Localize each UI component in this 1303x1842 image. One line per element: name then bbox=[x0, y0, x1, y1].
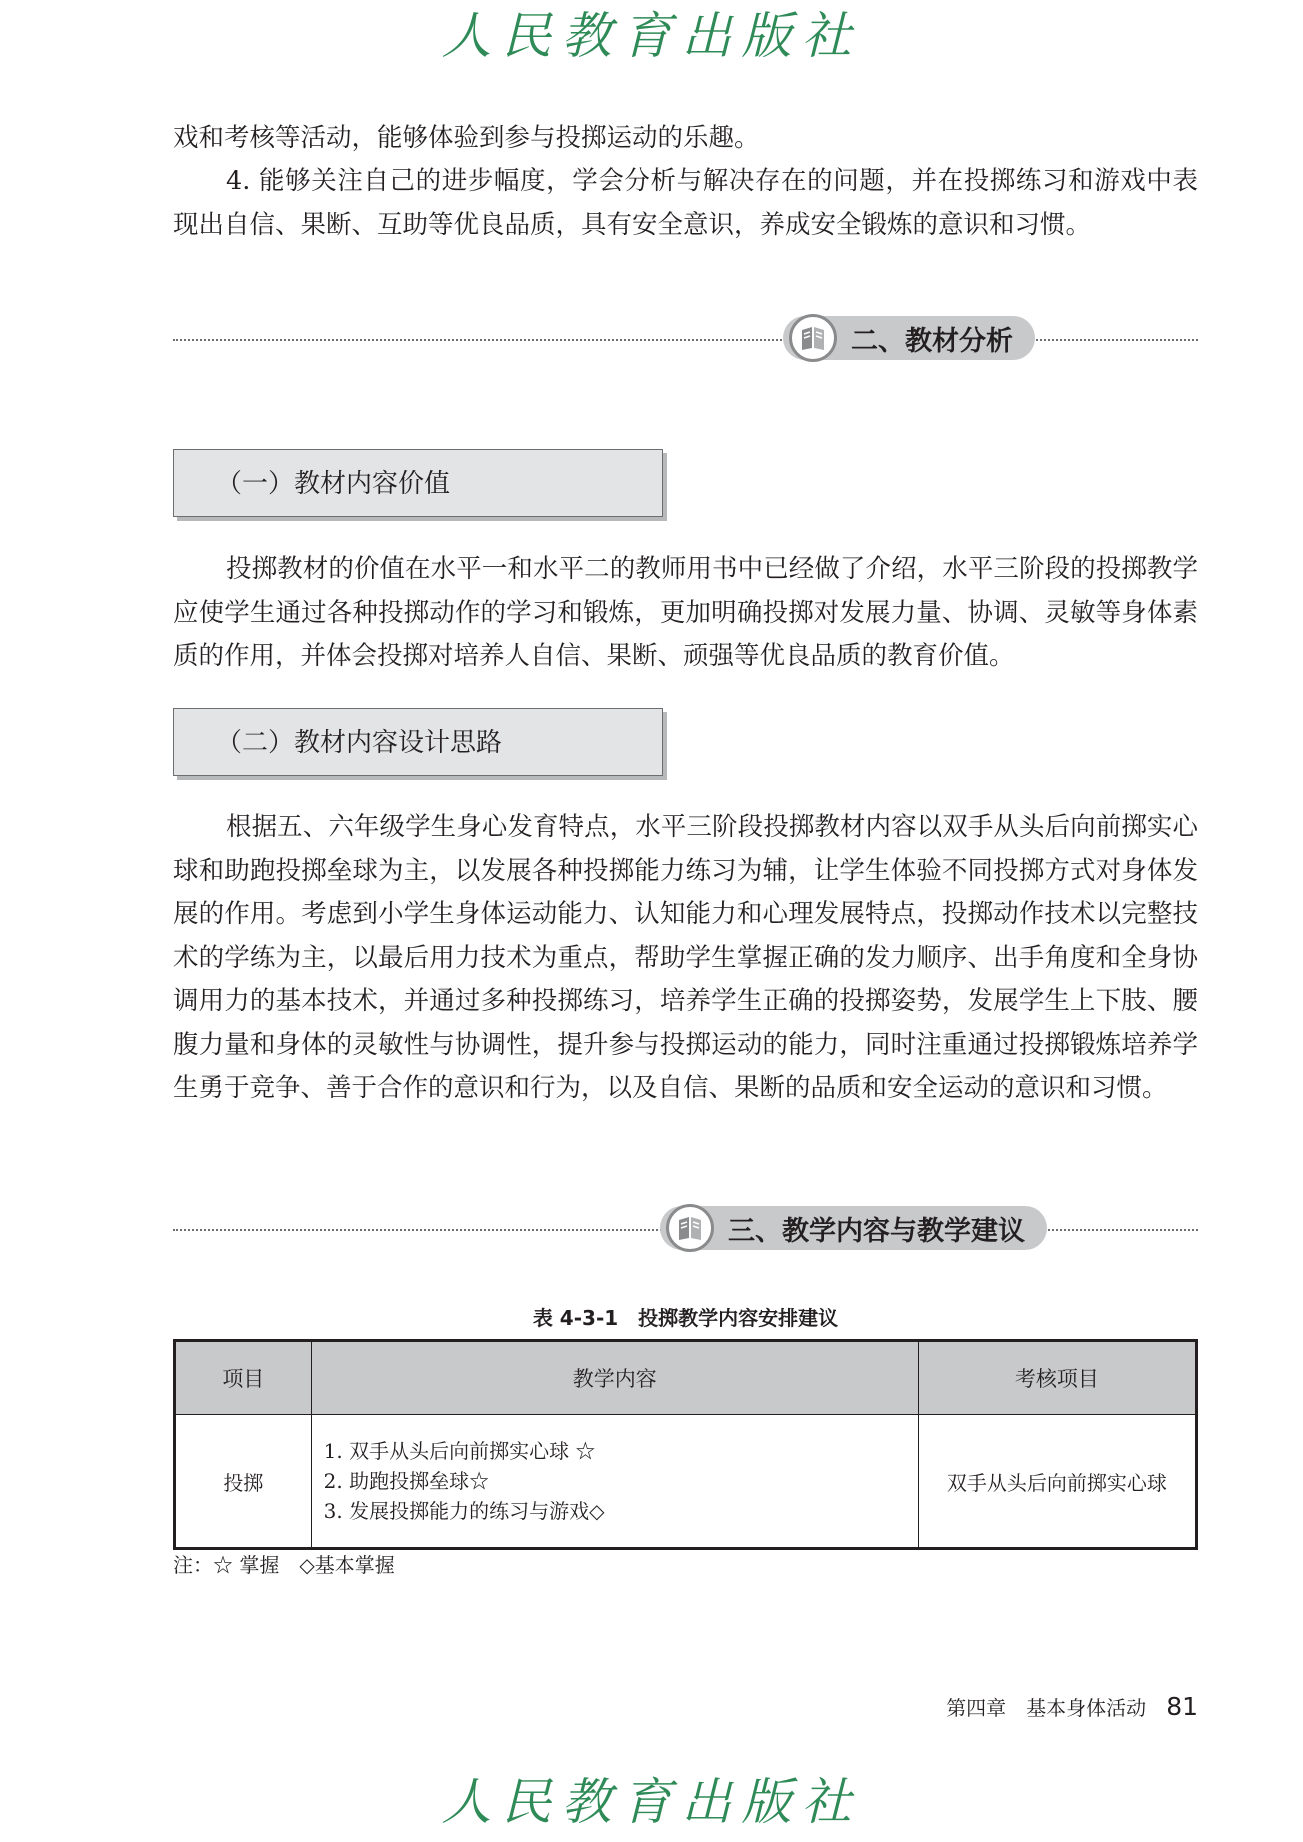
publisher-logo-bottom: 人民教育出版社 bbox=[441, 1773, 862, 1831]
subsection-1-body: 投掷教材的价值在水平一和水平二的教师用书中已经做了介绍，水平三阶段的投掷教学应使学生通过各种投掷动作的学习和锻炼，更加明确投掷对发展力量、协调、灵敏等身体素质的作用，并体会投掷对培养人自信、果断、顽强等优良品质的教育价值。 bbox=[173, 554, 1198, 671]
subsection-2-body: 根据五、六年级学生身心发育特点，水平三阶段投掷教材内容以双手从头后向前掷实心球和助跑投掷垒球为主，以发展各种投掷能力练习为辅，让学生体验不同投掷方式对身体发展的作用。考虑到小学生身体运动能力、认知能力和心理发展特点，投掷动作技术以完整技术的学练为主，以最后用力技术为重点，帮助学生掌握正确的发力顺序、出手角度和全身协调用力的基本技术，并通过多种投掷练习，培养学生正确的投掷姿势，发展学生上下肢、腰腹力量和身体的灵敏性与协调性，提升参与投掷运动的能力，同时注重通过投掷锻炼培养学生勇于竞争、善于合作的意识和行为，以及自信、果断的品质和安全运动的意识和习惯。 bbox=[173, 812, 1198, 1103]
content-line: 1. 双手从头后向前掷实心球 ☆ bbox=[323, 1439, 596, 1463]
page-footer bbox=[946, 1692, 1198, 1721]
book-icon bbox=[789, 314, 837, 362]
table-note: 注：☆ 掌握 ◇基本掌握 bbox=[173, 1553, 395, 1577]
table-cell-assessment: 双手从头后向前掷实心球 bbox=[918, 1415, 1196, 1549]
teaching-content-table bbox=[173, 1339, 1198, 1550]
table-header-row bbox=[175, 1341, 1197, 1415]
section-2-title: 二、教材分析 bbox=[851, 325, 1013, 357]
intro-continuation: 戏和考核等活动，能够体验到参与投掷运动的乐趣。 bbox=[173, 123, 760, 153]
section-3-header bbox=[173, 1206, 1198, 1252]
subsection-2-title: （二）教材内容设计思路 bbox=[173, 708, 663, 776]
page-number: 81 bbox=[1166, 1692, 1198, 1721]
table-header-item: 项目 bbox=[175, 1341, 312, 1415]
content-line: 3. 发展投掷能力的练习与游戏◇ bbox=[323, 1499, 605, 1523]
table-header-assessment: 考核项目 bbox=[918, 1341, 1196, 1415]
section-2-header bbox=[173, 316, 1198, 362]
table-caption: 表 4-3-1 投掷教学内容安排建议 bbox=[532, 1306, 839, 1330]
table-cell-content bbox=[311, 1415, 918, 1549]
intro-point-4: 4. 能够关注自己的进步幅度，学会分析与解决存在的问题，并在投掷练习和游戏中表现出自信、果断、互助等优良品质，具有安全意识，养成安全锻炼的意识和习惯。 bbox=[173, 166, 1198, 240]
subsection-1-title: （一）教材内容价值 bbox=[173, 449, 663, 517]
publisher-logo-top: 人民教育出版社 bbox=[441, 7, 862, 65]
section-3-title: 三、教学内容与教学建议 bbox=[728, 1215, 1025, 1247]
book-icon bbox=[666, 1204, 714, 1252]
table-row bbox=[175, 1415, 1197, 1549]
chapter-label: 第四章 基本身体活动 bbox=[946, 1696, 1147, 1720]
section-3-pill bbox=[660, 1206, 1047, 1250]
section-2-pill bbox=[783, 316, 1035, 360]
table-cell-item: 投掷 bbox=[175, 1415, 312, 1549]
section-2-dotted-rule bbox=[173, 339, 1198, 341]
table-header-content: 教学内容 bbox=[311, 1341, 918, 1415]
content-line: 2. 助跑投掷垒球☆ bbox=[323, 1469, 490, 1493]
